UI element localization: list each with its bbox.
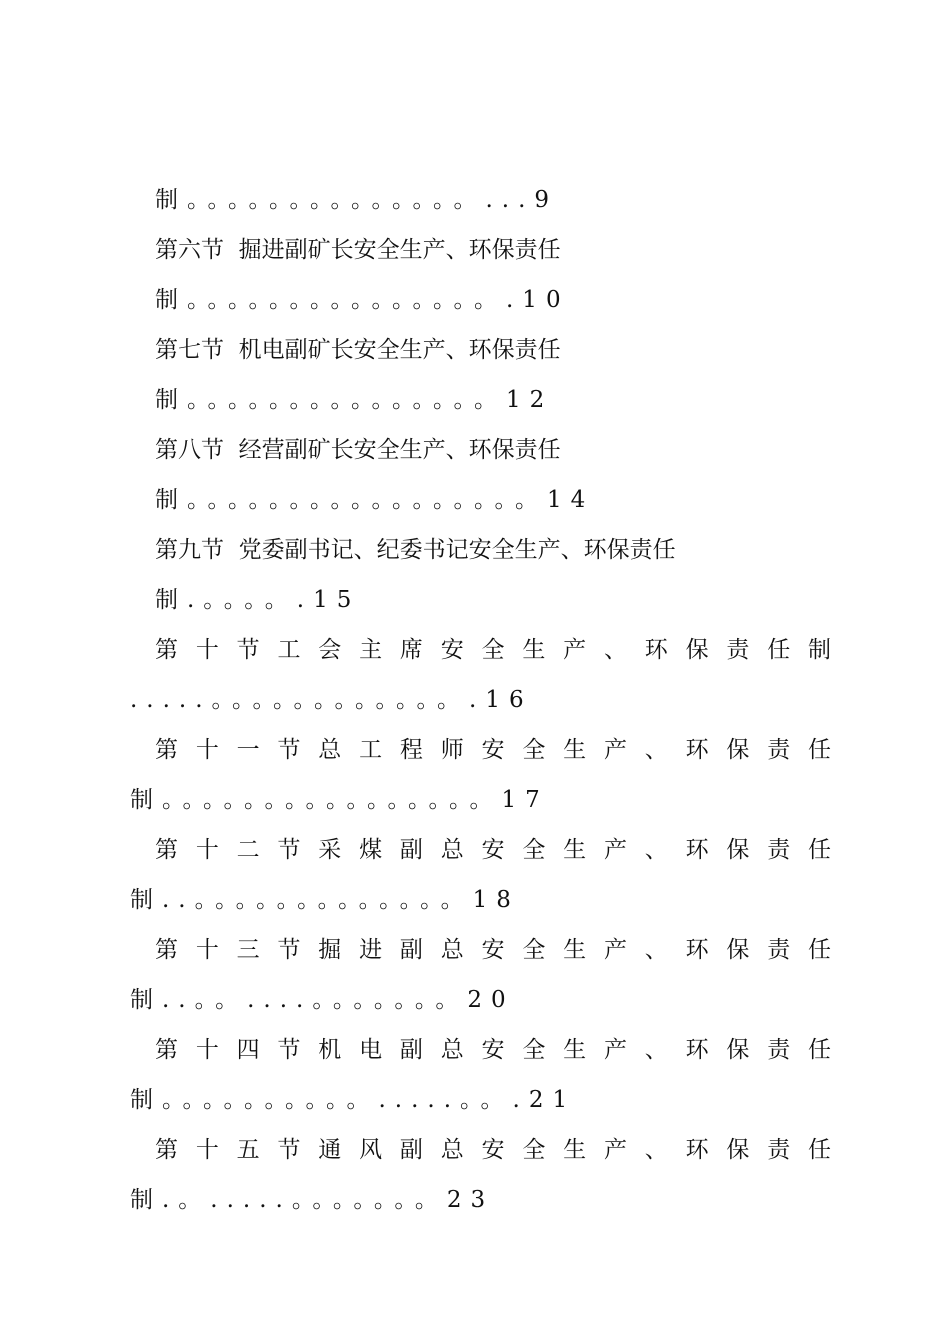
toc-line: 制。。。。。。。。。。。。。。。.10 bbox=[155, 287, 570, 313]
toc-line: 第六节 掘进副矿长安全生产、环保责任 bbox=[155, 237, 561, 263]
toc-line: 第 十 四 节 机 电 副 总 安 全 生 产 、 环 保 责 任 bbox=[155, 1037, 831, 1063]
toc-line: 制。。。。。。。。。。。。。。。12 bbox=[155, 387, 554, 413]
toc-line: .....。。。。。。。。。。。。.16 bbox=[130, 687, 533, 713]
toc-line: 第 十 五 节 通 风 副 总 安 全 生 产 、 环 保 责 任 bbox=[155, 1137, 831, 1163]
toc-line: 第七节 机电副矿长安全生产、环保责任 bbox=[155, 337, 561, 363]
toc-line: 制。。。。。。。。。。.....。。.21 bbox=[130, 1087, 577, 1113]
toc-line: 制。。。。。。。。。。。。。。。。。14 bbox=[155, 487, 595, 513]
toc-line: 第八节 经营副矿长安全生产、环保责任 bbox=[155, 437, 561, 463]
toc-line: 第 十 三 节 掘 进 副 总 安 全 生 产 、 环 保 责 任 bbox=[155, 937, 831, 963]
toc-line: 制..。。。。。。。。。。。。。18 bbox=[130, 887, 520, 913]
toc-line: 第 十 二 节 采 煤 副 总 安 全 生 产 、 环 保 责 任 bbox=[155, 837, 831, 863]
toc-line: 制..。。....。。。。。。。20 bbox=[130, 987, 515, 1013]
toc-line: 制.。。。。.15 bbox=[155, 587, 361, 613]
toc-line: 第 十 节 工 会 主 席 安 全 生 产 、 环 保 责 任 制 bbox=[155, 637, 831, 663]
toc-line: 制.。.....。。。。。。。23 bbox=[130, 1187, 495, 1213]
toc-line: 第 十 一 节 总 工 程 师 安 全 生 产 、 环 保 责 任 bbox=[155, 737, 831, 763]
toc-line: 制。。。。。。。。。。。。。。...9 bbox=[155, 187, 559, 213]
toc-line: 制。。。。。。。。。。。。。。。。17 bbox=[130, 787, 549, 813]
toc-line: 第九节 党委副书记、纪委书记安全生产、环保责任 bbox=[155, 537, 676, 563]
